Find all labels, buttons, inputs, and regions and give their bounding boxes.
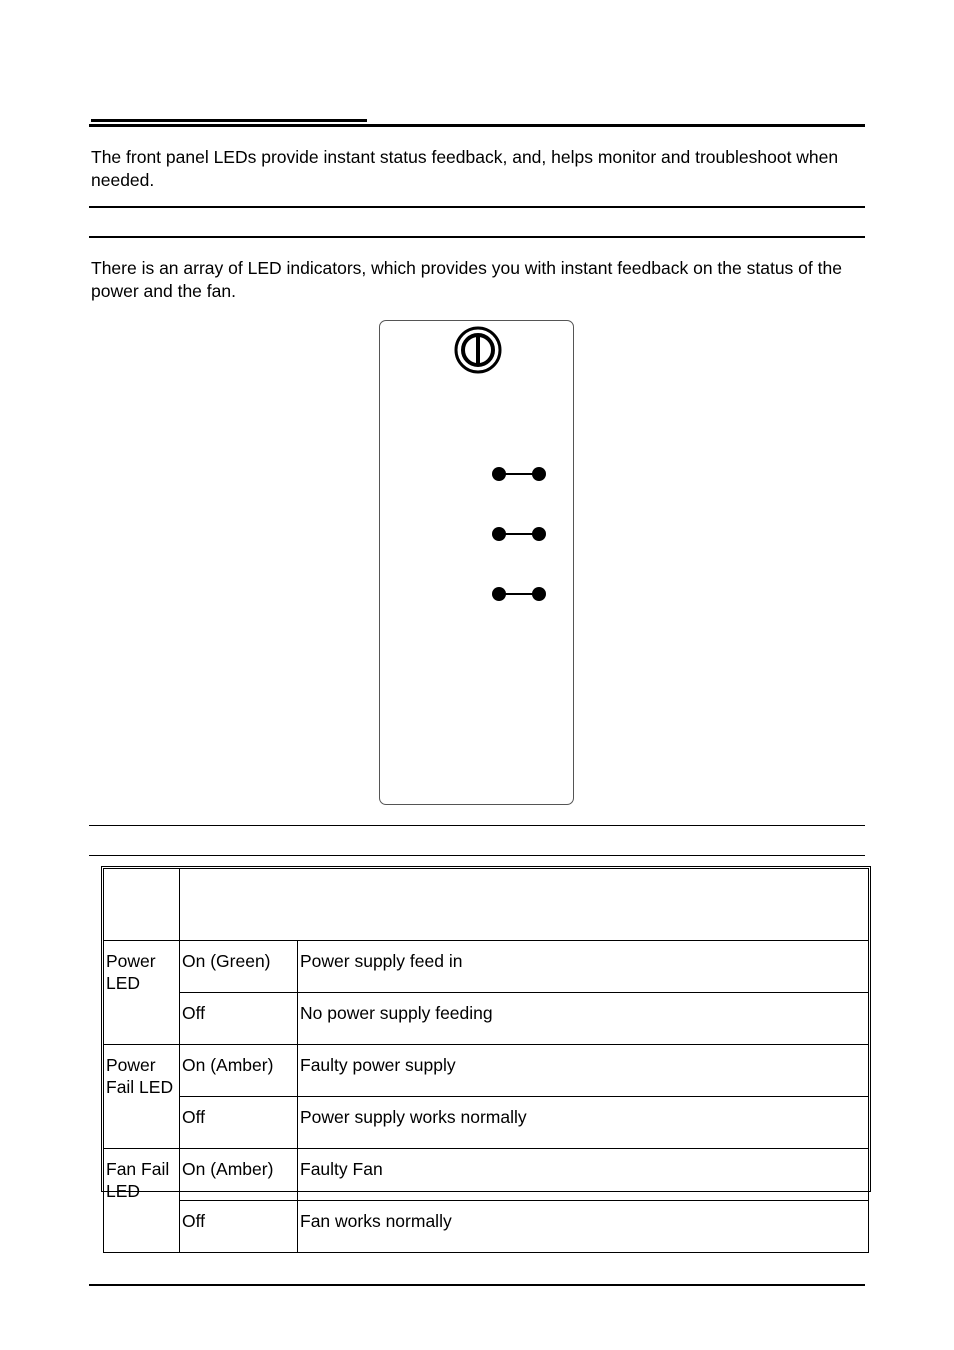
- led-state-cell: Off: [180, 1201, 298, 1253]
- table-row: [104, 993, 869, 1045]
- header-rule: [89, 124, 865, 127]
- divider: [89, 236, 865, 238]
- table-row: [104, 941, 869, 993]
- led-state-cell: On (Amber): [180, 1149, 298, 1201]
- led-state-cell: On (Green): [180, 941, 298, 993]
- led-description-cell: Faulty power supply: [298, 1045, 869, 1097]
- header-short-rule: [91, 119, 367, 122]
- led-description-cell: Power supply works normally: [298, 1097, 869, 1149]
- table-header-row: [104, 869, 869, 941]
- led-state-cell: On (Amber): [180, 1045, 298, 1097]
- divider: [89, 206, 865, 208]
- led-name-cell: Fan Fail LED: [104, 1149, 180, 1253]
- front-panel-diagram: [379, 320, 574, 805]
- led-description-cell: Power supply feed in: [298, 941, 869, 993]
- table-row: [104, 1045, 869, 1097]
- table-row: [104, 1097, 869, 1149]
- led-indicator-icon: [492, 584, 548, 604]
- led-description-cell: Faulty Fan: [298, 1149, 869, 1201]
- table-row: [104, 1149, 869, 1201]
- led-description-cell: No power supply feeding: [298, 993, 869, 1045]
- footer-rule: [89, 1284, 865, 1286]
- led-state-cell: Off: [180, 993, 298, 1045]
- led-section-paragraph: There is an array of LED indicators, which provides you with instant feedback on the status of the power and the fan.: [91, 258, 842, 301]
- divider: [89, 855, 865, 856]
- led-state-cell: Off: [180, 1097, 298, 1149]
- led-status-table: [101, 866, 871, 1231]
- led-description-cell: Fan works normally: [298, 1201, 869, 1253]
- power-button-icon: [453, 326, 503, 376]
- table-header-cell: [180, 869, 869, 941]
- led-indicator-icon: [492, 524, 548, 544]
- led-name-cell: Power Fail LED: [104, 1045, 180, 1149]
- led-indicator-icon: [492, 464, 548, 484]
- table-header-cell: [104, 869, 180, 941]
- led-name-cell: Power LED: [104, 941, 180, 1045]
- table-row: [104, 1201, 869, 1253]
- divider: [89, 825, 865, 826]
- intro-paragraph: The front panel LEDs provide instant status feedback, and, helps monitor and troubleshoot when needed.: [91, 147, 839, 190]
